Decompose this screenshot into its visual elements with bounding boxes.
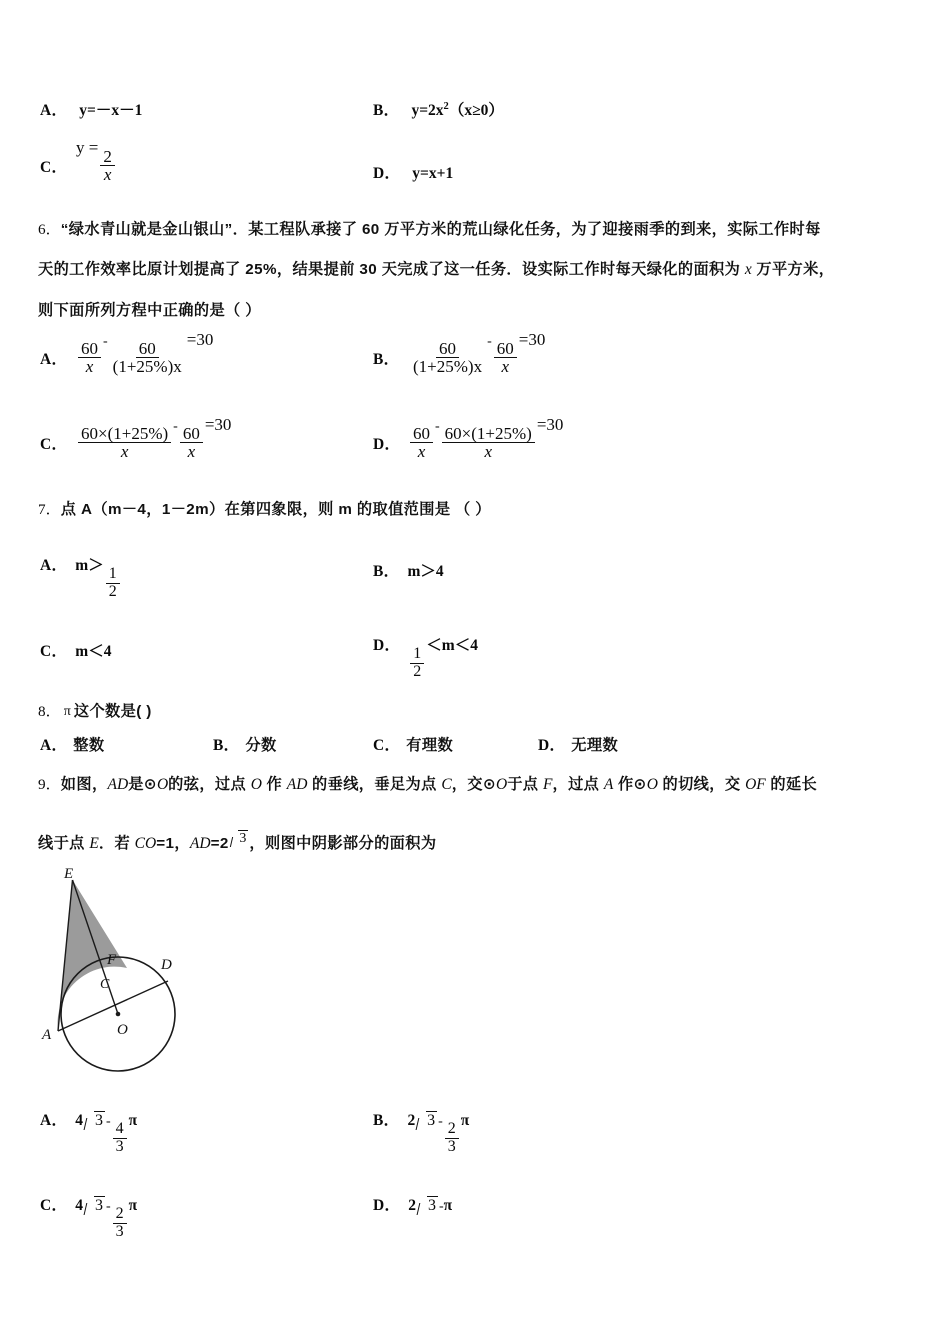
- q6-c-equals: =30: [204, 415, 232, 434]
- figure-label-O: O: [117, 1022, 128, 1038]
- q9-option-d-label: D．: [373, 1197, 401, 1214]
- q7-option-b-text: m＞4: [407, 563, 444, 580]
- q9-d-minus: -: [438, 1199, 444, 1214]
- figure-label-A: A: [42, 1027, 52, 1043]
- q9-b-numerator: 2: [445, 1121, 459, 1138]
- q6-option-a-label-wrap: [40, 347, 67, 369]
- q9-a-sqrt: [84, 1111, 105, 1130]
- q5-option-b-text: [411, 102, 503, 119]
- q9-a-sqrt-radicand: 3: [94, 1112, 103, 1129]
- q9-t3: 的弦，过点: [168, 776, 251, 793]
- q5-option-d: [373, 161, 453, 183]
- q9-t14: =1，: [156, 835, 190, 852]
- q6-d-f1-denominator: x: [417, 442, 426, 462]
- q7-a-numerator: 1: [106, 566, 120, 583]
- q6-b-equals: =30: [518, 330, 546, 349]
- q9-b-coefficient: 2: [407, 1112, 416, 1129]
- q6-d-minus-sign: -: [435, 419, 440, 434]
- q9-t2: 是⊙: [128, 776, 157, 793]
- q9-t1: 如图，: [60, 776, 108, 793]
- q8-number: 8．: [38, 703, 61, 720]
- q8-option-b-label: B．: [213, 737, 240, 754]
- q6-b-f2-denominator: x: [501, 357, 510, 377]
- q9-a-pi: π: [128, 1112, 138, 1129]
- q9-a-fraction: [113, 1121, 127, 1155]
- q6-stem-text-2a: 天的工作效率比原计划提高了 25%，结果提前 30 天完成了这一任务．设实际工作时每天绿化的面积为: [38, 261, 745, 278]
- center-point-O: [116, 1012, 121, 1017]
- q6-stem-text-2b: 万平方米，: [751, 261, 835, 278]
- q8-option-c-text: 有理数: [406, 737, 454, 754]
- q7-d-denominator: 2: [413, 662, 422, 680]
- q5-option-d-label: D．: [373, 165, 401, 182]
- q5-option-a: [40, 98, 142, 120]
- q7-option-d-fraction: [410, 646, 424, 680]
- q5-option-c-numerator: 2: [100, 148, 115, 166]
- q9-seg-CO: CO: [134, 835, 157, 852]
- q8-option-a-label: A．: [40, 737, 68, 754]
- q6-option-a-label: A．: [40, 351, 68, 368]
- q9-option-b-label: B．: [373, 1112, 400, 1129]
- q6-a-equals: =30: [186, 330, 214, 349]
- q9-stem-line-1: [38, 773, 933, 797]
- q9-c-fraction: [113, 1206, 127, 1240]
- q6-c-f1-denominator: x: [120, 442, 129, 462]
- q8-stem: [38, 700, 152, 724]
- q9-c-sqrt-radicand: 3: [94, 1197, 103, 1214]
- q9-sqrt-3: [230, 830, 249, 847]
- q6-option-b-label: B．: [373, 351, 400, 368]
- q9-b-fraction: [445, 1121, 459, 1155]
- q9-point-O-1: O: [156, 776, 169, 793]
- q5-option-c-denominator: x: [103, 165, 112, 185]
- q7-option-a: [40, 553, 122, 600]
- q9-t6: ，交⊙: [451, 776, 497, 793]
- q8-pi-symbol: π: [63, 704, 71, 719]
- q7-option-b: [373, 559, 444, 581]
- q7-d-numerator: 1: [410, 646, 424, 663]
- q7-number: 7．: [38, 501, 61, 518]
- q9-option-b: [373, 1108, 469, 1155]
- q8-option-d-label: D．: [538, 737, 566, 754]
- q5-option-c-fraction: [100, 148, 115, 184]
- q9-point-E: E: [89, 835, 99, 852]
- q6-number: 6．: [38, 221, 61, 238]
- q6-stem-line-2: [38, 259, 928, 282]
- q8-stem-text: 这个数是( ): [73, 703, 152, 720]
- q6-a-f1-denominator: x: [85, 357, 94, 377]
- q6-b-minus-sign: -: [487, 334, 492, 349]
- q9-t9: 作⊙: [613, 776, 647, 793]
- q6-option-c-label-wrap: [40, 432, 67, 454]
- q6-a-f2-numerator: 60: [136, 340, 159, 358]
- q8-option-d: [538, 733, 618, 758]
- q9-point-O-4: O: [646, 776, 658, 793]
- q8-option-b: [213, 733, 277, 758]
- q9-t10: 的切线，交: [657, 776, 746, 793]
- q9-t16: ，则图中阴影部分的面积为: [249, 835, 437, 852]
- q7-option-a-text: m＞: [75, 557, 104, 574]
- q7-stem-text: 点 A（m－4，1－2m）在第四象限，则 m 的取值范围是 （ ）: [60, 501, 491, 518]
- q6-d-equals: =30: [536, 415, 564, 434]
- q5-option-c-expression: [76, 138, 117, 183]
- q6-a-fraction-2: [110, 340, 185, 376]
- q6-a-f1-numerator: 60: [78, 340, 101, 358]
- q6-c-fraction-2: [180, 425, 203, 461]
- q6-c-f2-numerator: 60: [180, 425, 203, 443]
- q5-option-a-label: A．: [40, 102, 68, 119]
- q9-b-sqrt-radicand: 3: [427, 1112, 436, 1129]
- q6-stem-text-3: 则下面所列方程中正确的是（ ）: [38, 302, 261, 319]
- q9-geometry-figure: [34, 865, 254, 1095]
- q7-option-c-text: m＜4: [75, 643, 112, 660]
- q5-option-d-text: y=x+1: [412, 165, 454, 182]
- q9-option-a-label: A．: [40, 1112, 68, 1129]
- q9-d-coefficient: 2: [408, 1197, 417, 1214]
- q5-option-b: [373, 98, 504, 120]
- q5-option-b-base: y=2x: [411, 102, 444, 119]
- q9-seg-OF: OF: [745, 776, 766, 793]
- q9-a-coefficient: 4: [75, 1112, 84, 1129]
- q7-option-d: [373, 633, 478, 680]
- q9-option-d: [373, 1193, 452, 1215]
- q7-option-b-label: B．: [373, 563, 400, 580]
- q6-a-f2-denominator: (1+25%)x: [112, 357, 182, 377]
- q9-point-O-3: O: [496, 776, 508, 793]
- q8-option-a-text: 整数: [73, 737, 105, 754]
- q9-t4: 作: [261, 776, 287, 793]
- q8-option-c: [373, 733, 453, 758]
- q9-a-denominator: 3: [115, 1137, 124, 1155]
- q9-seg-AD-2: AD: [286, 776, 308, 793]
- figure-label-C: C: [100, 977, 110, 992]
- q9-option-c-label: C．: [40, 1197, 68, 1214]
- q8-option-a: [40, 733, 104, 758]
- q6-d-f2-denominator: x: [484, 442, 493, 462]
- q6-option-b-expression: [408, 330, 545, 375]
- q5-option-b-label: B．: [373, 102, 400, 119]
- q7-option-a-fraction: [106, 566, 120, 600]
- q9-c-pi: π: [128, 1197, 138, 1214]
- figure-label-D: D: [161, 957, 172, 973]
- q6-stem-var-x: x: [744, 261, 752, 278]
- q7-option-c: [40, 639, 111, 661]
- q6-c-minus-sign: -: [173, 419, 178, 434]
- q9-sqrt-3-radicand: 3: [239, 831, 247, 846]
- q6-c-f2-denominator: x: [187, 442, 196, 462]
- q6-c-f1-numerator: 60×(1+25%): [78, 425, 171, 443]
- q9-seg-AD-1: AD: [107, 776, 129, 793]
- q9-b-sqrt: [416, 1111, 437, 1130]
- q9-point-C: C: [441, 776, 452, 793]
- q6-option-b-label-wrap: [373, 347, 399, 369]
- q6-option-c-label: C．: [40, 436, 68, 453]
- q6-c-fraction-1: [78, 425, 171, 461]
- q9-point-O-2: O: [250, 776, 262, 793]
- q6-d-fraction-2: [442, 425, 535, 461]
- q6-stem-line-3: [38, 300, 261, 323]
- q7-option-d-label: D．: [373, 637, 401, 654]
- q5-option-c-lhs: y =: [76, 138, 99, 157]
- q9-a-numerator: 4: [113, 1121, 127, 1138]
- q9-c-sqrt: [84, 1196, 105, 1215]
- q9-b-denominator: 3: [447, 1137, 456, 1155]
- q6-b-f2-numerator: 60: [494, 340, 517, 358]
- q9-option-c: [40, 1193, 137, 1240]
- q6-option-d-expression: [408, 415, 563, 460]
- q9-option-a: [40, 1108, 137, 1155]
- q9-point-A: A: [603, 776, 614, 793]
- q8-option-d-text: 无理数: [571, 737, 619, 754]
- q5-option-b-exponent: 2: [443, 100, 449, 112]
- q9-t13: ．若: [98, 835, 135, 852]
- q6-a-minus-sign: -: [103, 334, 108, 349]
- q9-d-pi: π: [443, 1197, 453, 1214]
- q9-point-F: F: [543, 776, 553, 793]
- q6-b-f1-numerator: 60: [436, 340, 459, 358]
- q6-b-fraction-2: [494, 340, 517, 376]
- q9-t5: 的垂线，垂足为点: [307, 776, 442, 793]
- q8-option-c-label: C．: [373, 737, 401, 754]
- q6-b-f1-denominator: (1+25%)x: [413, 357, 483, 377]
- q6-stem-text-1: “绿水青山就是金山银山”．某工程队承接了 60 万平方米的荒山绿化任务，为了迎接雨季的到来，实际工作时每: [60, 221, 821, 238]
- q8-option-b-text: 分数: [245, 737, 277, 754]
- q6-d-f1-numerator: 60: [410, 425, 433, 443]
- q9-c-numerator: 2: [113, 1206, 127, 1223]
- q9-c-minus: -: [105, 1199, 111, 1214]
- q7-option-a-label: A．: [40, 557, 68, 574]
- q6-option-c-expression: [76, 415, 231, 460]
- q9-t11: 的延长: [765, 776, 818, 793]
- q6-option-a-expression: [76, 330, 213, 375]
- q9-a-minus: -: [105, 1114, 111, 1129]
- figure-label-F: F: [107, 952, 117, 968]
- q9-t15: =2: [210, 835, 229, 852]
- q9-d-sqrt-radicand: 3: [427, 1197, 436, 1214]
- q9-number: 9．: [38, 776, 61, 793]
- q5-option-c-label: C．: [40, 159, 68, 176]
- figure-label-E: E: [64, 866, 74, 882]
- q7-a-denominator: 2: [108, 582, 117, 600]
- q6-a-fraction-1: [78, 340, 101, 376]
- q9-stem-line-2: [38, 830, 436, 856]
- q7-option-d-text: ＜m＜4: [426, 637, 478, 654]
- q9-d-sqrt: [417, 1196, 438, 1215]
- q9-t12: 线于点: [38, 835, 90, 852]
- q6-stem-line-1: [38, 218, 918, 242]
- q6-option-d-label-wrap: [373, 432, 400, 454]
- q5-option-b-domain: （x≥0）: [448, 102, 504, 119]
- q6-option-d-label: D．: [373, 436, 401, 453]
- q9-t7: 于点: [507, 776, 544, 793]
- q9-b-pi: π: [460, 1112, 470, 1129]
- q6-b-fraction-1: [410, 340, 485, 376]
- q6-d-fraction-1: [410, 425, 433, 461]
- q9-c-denominator: 3: [115, 1222, 124, 1240]
- q5-option-a-text: y=－x－1: [79, 102, 143, 119]
- q9-c-coefficient: 4: [75, 1197, 84, 1214]
- q7-stem: [38, 498, 491, 522]
- q9-seg-AD-3: AD: [189, 835, 211, 852]
- q9-t8: ，过点: [552, 776, 604, 793]
- q5-option-c: [40, 155, 67, 177]
- q6-d-f2-numerator: 60×(1+25%): [442, 425, 535, 443]
- q7-option-c-label: C．: [40, 643, 68, 660]
- q9-b-minus: -: [438, 1114, 443, 1129]
